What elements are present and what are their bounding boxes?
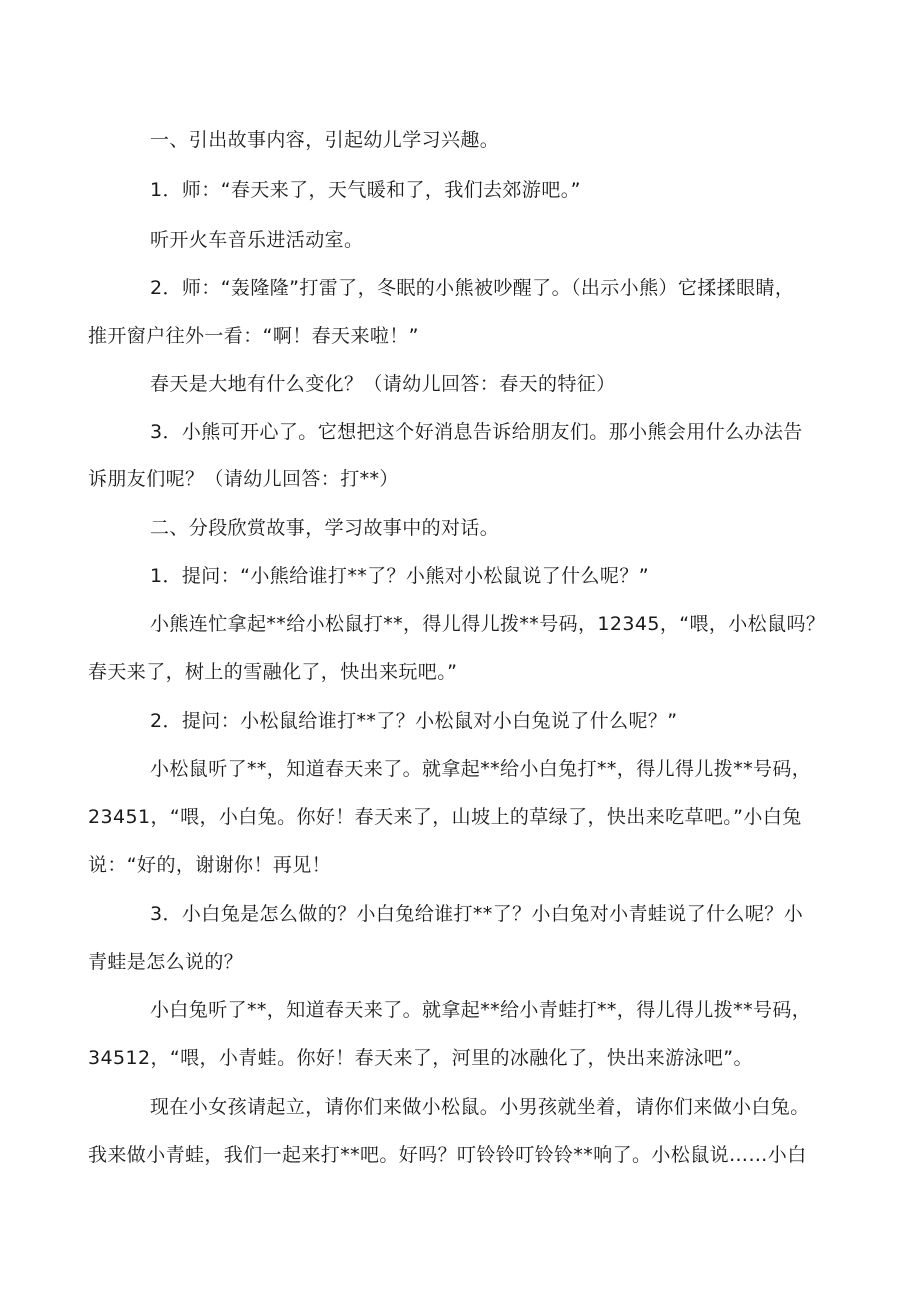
paragraph-line: 说：“好的，谢谢你！再见！ xyxy=(88,854,332,876)
paragraph-line: 听开火车音乐进活动室。 xyxy=(150,229,364,251)
paragraph-line: 小白兔听了**，知道春天来了。就拿起**给小青蛙打**，得儿得儿拨**号码， xyxy=(150,999,812,1021)
paragraph-line: 2．师：“轰隆隆”打雷了，冬眠的小熊被吵醒了。（出示小熊）它揉揉眼睛， xyxy=(150,277,795,299)
paragraph-line: 现在小女孩请起立，请你们来做小松鼠。小男孩就坐着，请你们来做小白兔。 xyxy=(150,1096,810,1118)
paragraph-line: 青蛙是怎么说的？ xyxy=(88,951,244,973)
paragraph-line: 1．提问：“小熊给谁打**了？小熊对小松鼠说了什么呢？” xyxy=(150,565,649,587)
paragraph-line: 诉朋友们呢？（请幼儿回答：打**） xyxy=(88,468,399,490)
section-heading-2: 二、分段欣赏故事，学习故事中的对话。 xyxy=(150,517,500,539)
paragraph-line: 小熊连忙拿起**给小松鼠打**，得儿得儿拨**号码，12345，“喂，小松鼠吗？ xyxy=(150,613,826,635)
paragraph-line: 3．小白兔是怎么做的？小白兔给谁打**了？小白兔对小青蛙说了什么呢？小 xyxy=(150,903,804,925)
paragraph-line: 23451，“喂，小白兔。你好！春天来了，山坡上的草绿了，快出来吃草吧。”小白兔 xyxy=(88,806,802,828)
paragraph-line: 春天是大地有什么变化？（请幼儿回答：春天的特征） xyxy=(150,373,616,395)
paragraph-line: 1．师：“春天来了，天气暖和了，我们去郊游吧。” xyxy=(150,179,581,201)
paragraph-line: 小松鼠听了**，知道春天来了。就拿起**给小白兔打**，得儿得儿拨**号码， xyxy=(150,758,812,780)
paragraph-line: 3．小熊可开心了。它想把这个好消息告诉给朋友们。那小熊会用什么办法告 xyxy=(150,421,803,443)
paragraph-line: 2．提问：小松鼠给谁打**了？小松鼠对小白兔说了什么呢？” xyxy=(150,710,678,732)
paragraph-line: 春天来了，树上的雪融化了，快出来玩吧。” xyxy=(88,661,458,683)
paragraph-line: 34512，“喂，小青蛙。你好！春天来了，河里的冰融化了，快出来游泳吧”。 xyxy=(88,1047,753,1069)
section-heading-1: 一、引出故事内容，引起幼儿学习兴趣。 xyxy=(150,129,500,151)
paragraph-line: 推开窗户往外一看：“啊！春天来啦！” xyxy=(88,325,419,347)
paragraph-line: 我来做小青蛙，我们一起来打**吧。好吗？叮铃铃叮铃铃**响了。小松鼠说……小白 xyxy=(88,1144,807,1166)
